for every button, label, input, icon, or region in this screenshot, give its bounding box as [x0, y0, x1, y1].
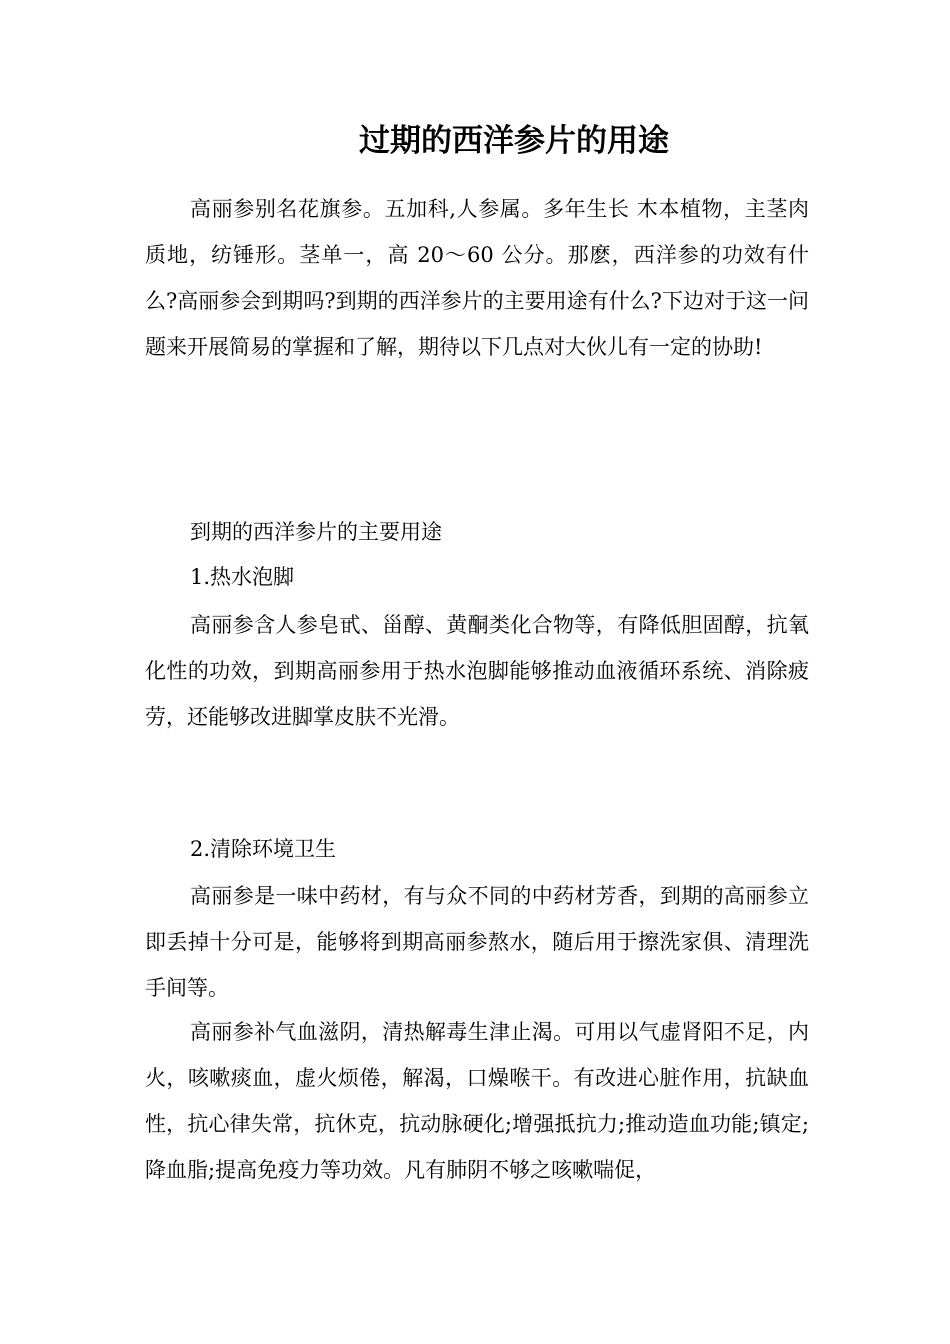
- item1-heading: 1.热水泡脚: [190, 565, 295, 589]
- section-heading: 到期的西洋参片的主要用途: [190, 520, 442, 544]
- item2-heading: 2.清除环境卫生: [190, 837, 337, 861]
- intro-paragraph: 高丽参别名花旗参。五加科,人参属。多年生长 木本植物，主茎肉质地，纺锤形。茎单一，高 20～60 公分。那麽，西洋参的功效有什么?高丽参会到期吗?到期的西洋参片的主要用途有什么?下边对于这一问题来开展简易的掌握和了解，期待以下几点对大伙儿有一定的协助!: [145, 197, 809, 359]
- document-title: 过期的西洋参片的用途: [359, 123, 669, 159]
- item1-paragraph: 高丽参含人参皂甙、甾醇、黄酮类化合物等，有降低胆固醇，抗氧化性的功效，到期高丽参用于热水泡脚能够推动血液循环系统、消除疲劳，还能够改进脚掌皮肤不光滑。: [145, 613, 809, 729]
- benefits-paragraph: 高丽参补气血滋阴，清热解毒生津止渴。可用以气虚肾阳不足，内火，咳嗽痰血，虚火烦倦，解渴，口燥喉干。有改进心脏作用，抗缺血性，抗心律失常，抗休克，抗动脉硬化;增强抵抗力;推动造血功能;镇定;降血脂;提高免疫力等功效。凡有肺阴不够之咳嗽喘促，: [145, 1020, 809, 1182]
- item2-paragraph: 高丽参是一味中药材，有与众不同的中药材芳香，到期的高丽参立即丢掉十分可是，能够将到期高丽参熬水，随后用于擦洗家俱、清理洗手间等。: [145, 884, 809, 1000]
